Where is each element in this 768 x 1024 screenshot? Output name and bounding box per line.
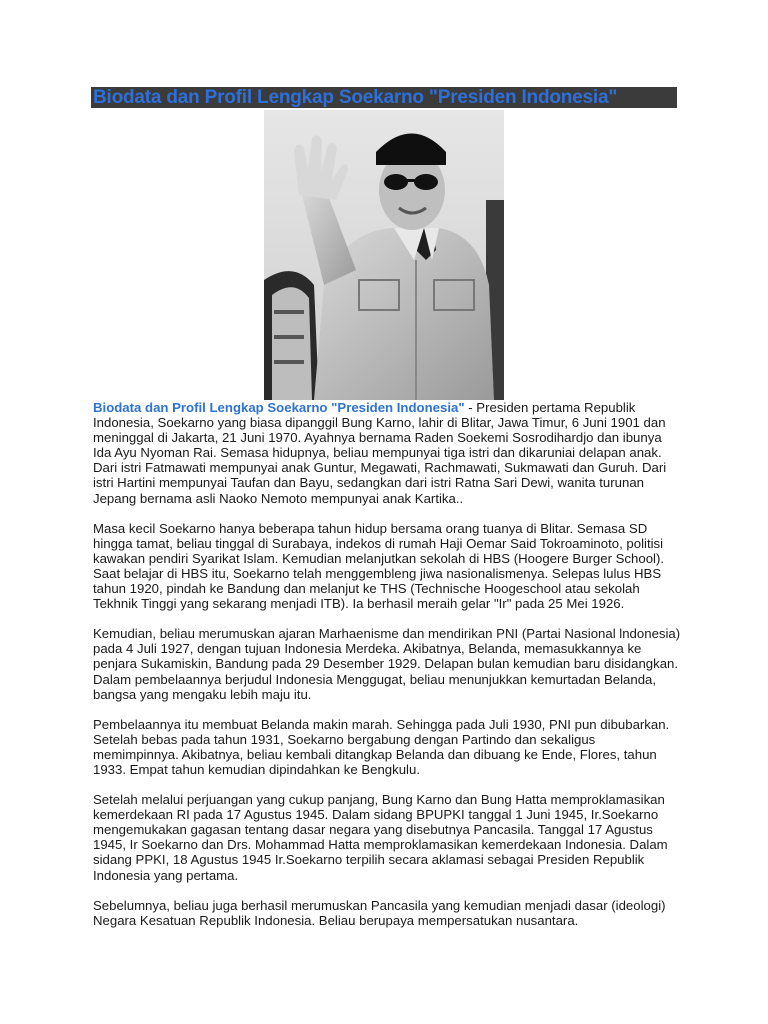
paragraph-childhood: Masa kecil Soekarno hanya beberapa tahun hidup bersama orang tuanya di Blitar. Semasa SD hingga tamat, beliau tinggal di Surabaya, indekos di rumah Haji Oemar Said Tokroaminoto, politisi kawakan pendiri Syarikat Islam. Kemudian melanjutkan sekolah di HBS (Hoogere Burger School). Saat belajar di HBS itu, Soekarno telah menggembleng jiwa nasionalismenya. Selepas lulus HBS tahun 1920, pindah ke Bandung dan melanjut ke THS (Technische Hoogeschool atau sekolah Tekhnik Tinggi yang sekarang menjadi ITB). Ia berhasil meraih gelar "Ir" pada 25 Mei 1926. <box>93 520 665 612</box>
article-title-link[interactable]: Biodata dan Profil Lengkap Soekarno "Presiden Indonesia" <box>93 400 465 415</box>
paragraph-proclamation: Setelah melalui perjuangan yang cukup panjang, Bung Karno dan Bung Hatta memproklamasikan kemerdekaan RI pada 17 Agustus 1945. Dalam sidang BPUPKI tanggal 1 Juni 1945, Ir.Soekarno mengemukakan gagasan tentang dasar negara yang disebutnya Pancasila. Tanggal 17 Agustus 1945, Ir Soekarno dan Drs. Mohammad Hatta memproklamasikan kemerdekaan Indonesia. Dalam sidang PPKI, 18 Agustus 1945 Ir.Soekarno terpilih secara aklamasi sebagai Presiden Republik Indonesia yang pertama. <box>93 792 668 883</box>
paragraph-pni: Kemudian, beliau merumuskan ajaran Marhaenisme dan mendirikan PNI (Partai Nasional lndonesia) pada 4 Juli 1927, dengan tujuan Indonesia Merdeka. Akibatnya, Belanda, memasukkannya ke penjara Sukamiskin, Bandung pada 29 Desember 1929. Delapan bulan kemudian baru disidangkan. Dalam pembelaannya berjudul Indonesia Menggugat, beliau menunjukkan kemurtadan Belanda, bangsa yang mengaku lebih maju itu. <box>93 626 681 702</box>
article-title-bar <box>91 87 677 108</box>
lead-paragraph-text: - Presiden pertama Republik Indonesia, Soekarno yang biasa dipanggil Bung Karno, lahir di Blitar, Jawa Timur, 6 Juni 1901 dan meninggal di Jakarta, 21 Juni 1970. Ayahnya bernama Raden Soekemi Sosrodihardjo dan ibunya Ida Ayu Nyoman Rai. Semasa hidupnya, beliau mempunyai tiga istri dan dikaruniai delapan anak. Dari istri Fatmawati mempunyai anak Guntur, Megawati, Rachmawati, Sukmawati dan Guruh. Dari istri Hartini mempunyai Taufan dan Bayu, sedangkan dari istri Ratna Sari Dewi, wanita turunan Jepang bernama asli Naoko Nemoto mempunyai anak Kartika.. <box>93 400 667 506</box>
paragraph-pancasila: Sebelumnya, beliau juga berhasil merumuskan Pancasila yang kemudian menjadi dasar (ideologi) Negara Kesatuan Republik Indonesia. Beliau berupaya mempersatukan nusantara. <box>93 897 666 928</box>
lead-paragraph <box>93 400 683 506</box>
article-body <box>93 400 683 943</box>
soekarno-photo <box>264 110 504 400</box>
paragraph-exile: Pembelaannya itu membuat Belanda makin marah. Sehingga pada Juli 1930, PNI pun dibubarkan. Setelah bebas pada tahun 1931, Soekarno bergabung dengan Partindo dan sekaligus memimpinnya. Akibatnya, beliau kembali ditangkap Belanda dan dibuang ke Ende, Flores, tahun 1933. Empat tahun kemudian dipindahkan ke Bengkulu. <box>93 716 670 777</box>
photo-illustration <box>264 110 504 400</box>
article-title: Biodata dan Profil Lengkap Soekarno "Presiden Indonesia" <box>93 87 618 108</box>
